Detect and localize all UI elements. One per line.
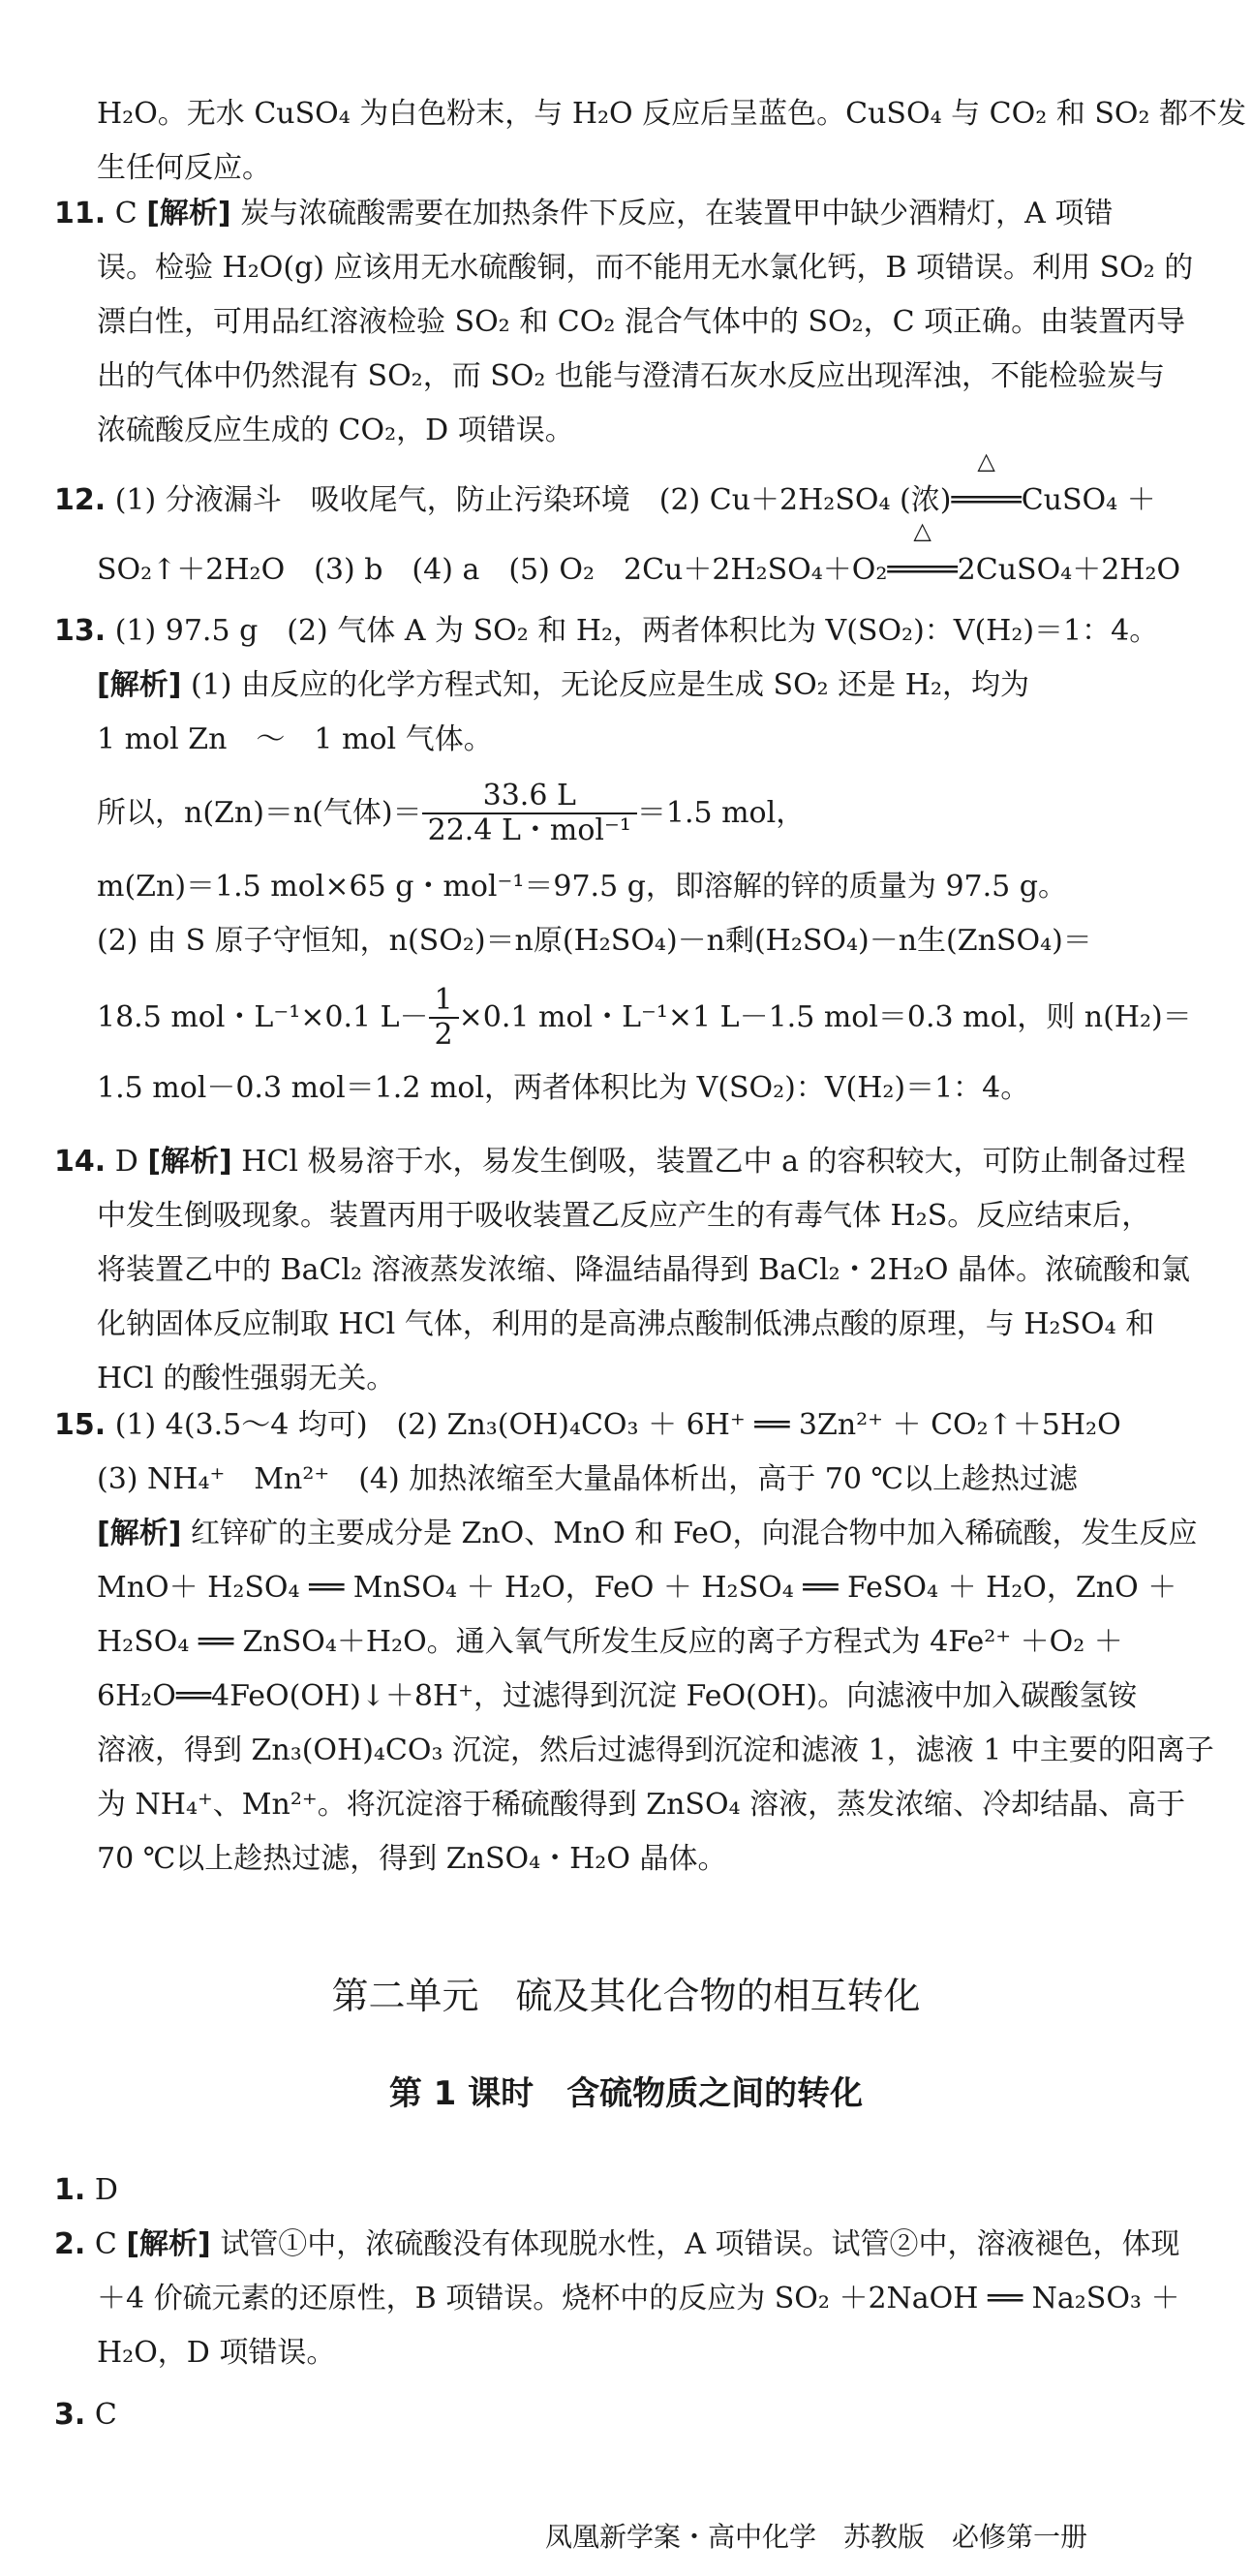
text-line: ＋4 价硫元素的还原性，B 项错误。烧杯中的反应为 SO₂ ＋2NaOH ══ Na₂SO₃ ＋ <box>97 2282 1180 2315</box>
question-15 <box>54 1398 1214 1886</box>
text-line: 1 mol Zn ～ 1 mol 气体。 <box>97 722 493 756</box>
text-line: 1.5 mol－0.3 mol＝1.2 mol，两者体积比为 V(SO₂)：V(H₂)＝1：4。 <box>97 1071 1030 1105</box>
analysis-tag: [解析] <box>97 668 182 702</box>
continuation-block <box>97 87 1246 196</box>
question-number: 3. <box>54 2398 86 2432</box>
text-line: m(Zn)＝1.5 mol×65 g・mol⁻¹＝97.5 g，即溶解的锌的质量为 97.5 g。 <box>97 870 1067 904</box>
analysis-tag: [解析] <box>147 1145 232 1179</box>
numerator: 1 <box>429 984 459 1019</box>
text-line: MnO＋ H₂SO₄ ══ MnSO₄ ＋ H₂O，FeO ＋ H₂SO₄ ══ FeSO₄ ＋ H₂O，ZnO ＋ <box>97 1571 1177 1605</box>
text-line: 生任何反应。 <box>97 151 271 185</box>
answer-letter: C <box>94 2398 117 2432</box>
equals-bar: ══ <box>922 553 958 587</box>
answer-letter: C <box>94 2227 117 2261</box>
text-line: H₂SO₄ ══ ZnSO₄＋H₂O。通入氧气所发生反应的离子方程式为 4Fe²⁺ ＋O₂ ＋ <box>97 1625 1123 1659</box>
lesson-answers <box>54 2163 1180 2442</box>
text-segment: CuSO₄ ＋ <box>1021 483 1156 517</box>
numerator: 33.6 L <box>422 780 637 814</box>
question-number: 15. <box>54 1408 107 1442</box>
text-line: 出的气体中仍然混有 SO₂，而 SO₂ 也能与澄清石灰水反应出现浑浊，不能检验炭与 <box>97 359 1165 393</box>
analysis-tag: [解析] <box>146 197 231 230</box>
footer-book-title: 凤凰新学案・高中化学 苏教版 必修第一册 <box>544 2521 1087 2553</box>
text-line: 溶液，得到 Zn₃(OH)₄CO₃ 沉淀，然后过滤得到沉淀和滤液 1，滤液 1 中主要的阳离子 <box>97 1733 1214 1767</box>
text-line: (1) 由反应的化学方程式知，无论反应是生成 SO₂ 还是 H₂，均为 <box>190 668 1029 702</box>
text-line: 误。检验 H₂O(g) 应该用无水硫酸铜，而不能用无水氯化钙，B 项错误。利用 SO₂ 的 <box>97 251 1194 285</box>
answer-letter: D <box>94 2173 118 2207</box>
text-segment: ×0.1 mol・L⁻¹×1 L－1.5 mol＝0.3 mol，则 n(H₂)＝ <box>458 1000 1192 1034</box>
question-14 <box>54 1135 1190 1406</box>
question-11 <box>54 187 1193 458</box>
answer-letter: C <box>114 197 137 230</box>
text-line: (1) 4(3.5～4 均可) (2) Zn₃(OH)₄CO₃ ＋ 6H⁺ ══ 3Zn²⁺ ＋ CO₂↑＋5H₂O <box>114 1408 1121 1442</box>
equals-bar: ══ <box>986 483 1022 517</box>
text-segment: ＝1.5 mol， <box>636 796 806 830</box>
text-line: 为 NH₄⁺、Mn²⁺。将沉淀溶于稀硫酸得到 ZnSO₄ 溶液，蒸发浓缩、冷却结晶、高于 <box>97 1788 1186 1822</box>
text-line: 试管①中，浓硫酸没有体现脱水性，A 项错误。试管②中，溶液褪色，体现 <box>220 2227 1180 2261</box>
text-line: 炭与浓硫酸需要在加热条件下反应，在装置甲中缺少酒精灯，A 项错 <box>240 197 1114 230</box>
heat-arrow: △ ════ <box>887 517 958 587</box>
fraction <box>429 984 459 1052</box>
text-segment: 2CuSO₄＋2H₂O <box>957 553 1181 587</box>
text-line: 化钠固体反应制取 HCl 气体，利用的是高沸点酸制低沸点酸的原理，与 H₂SO₄ 和 <box>97 1307 1155 1341</box>
text-line: 浓硫酸反应生成的 CO₂，D 项错误。 <box>97 414 574 447</box>
text-line: H₂O。无水 CuSO₄ 为白色粉末，与 H₂O 反应后呈蓝色。CuSO₄ 与 CO₂ 和 SO₂ 都不发 <box>97 97 1247 131</box>
lesson-title: 第 1 课时 含硫物质之间的转化 <box>388 2074 864 2113</box>
heat-arrow: △ ════ <box>951 447 1022 517</box>
heat-triangle-icon: △ <box>977 447 995 475</box>
question-number: 2. <box>54 2227 86 2261</box>
unit-title: 第二单元 硫及其化合物的相互转化 <box>331 1975 921 2017</box>
question-number: 13. <box>54 614 107 648</box>
answer-letter: D <box>114 1145 138 1179</box>
text-line: 6H₂O══4FeO(OH)↓＋8H⁺，过滤得到沉淀 FeO(OH)。向滤液中加入碳酸氢铵 <box>97 1679 1138 1713</box>
text-line: (3) NH₄⁺ Mn²⁺ (4) 加热浓缩至大量晶体析出，高于 70 ℃以上趁热过滤 <box>97 1462 1079 1496</box>
text-segment: 18.5 mol・L⁻¹×0.1 L－ <box>97 1000 429 1034</box>
question-12 <box>54 447 1181 606</box>
denominator: 2 <box>434 1018 453 1052</box>
question-number: 11. <box>54 197 107 230</box>
question-number: 1. <box>54 2173 86 2207</box>
question-13 <box>54 604 1192 1116</box>
text-line: 漂白性，可用品红溶液检验 SO₂ 和 CO₂ 混合气体中的 SO₂，C 项正确。由装置丙导 <box>97 305 1186 339</box>
denominator: 22.4 L・mol⁻¹ <box>427 813 631 847</box>
text-segment: 所以，n(Zn)＝n(气体)＝ <box>97 796 422 830</box>
text-line: (2) 由 S 原子守恒知，n(SO₂)＝n原(H₂SO₄)－n剩(H₂SO₄)－n生(ZnSO₄)＝ <box>97 924 1092 958</box>
fraction <box>422 780 637 847</box>
analysis-tag: [解析] <box>97 1517 182 1550</box>
text-line: 红锌矿的主要成分是 ZnO、MnO 和 FeO，向混合物中加入稀硫酸，发生反应 <box>190 1517 1198 1550</box>
heat-triangle-icon: △ <box>913 517 931 544</box>
text-line: H₂O，D 项错误。 <box>97 2336 336 2370</box>
question-number: 12. <box>54 483 107 517</box>
text-line: 70 ℃以上趁热过滤，得到 ZnSO₄・H₂O 晶体。 <box>97 1842 727 1876</box>
text-segment: (1) 分液漏斗 吸收尾气，防止污染环境 (2) Cu＋2H₂SO₄ (浓) <box>114 483 952 517</box>
text-segment: SO₂↑＋2H₂O (3) b (4) a (5) O₂ 2Cu＋2H₂SO₄＋O₂ <box>97 553 888 587</box>
question-number: 14. <box>54 1145 107 1179</box>
text-line: 将装置乙中的 BaCl₂ 溶液蒸发浓缩、降温结晶得到 BaCl₂・2H₂O 晶体。浓硫酸和氯 <box>97 1253 1191 1287</box>
text-line: 中发生倒吸现象。装置丙用于吸收装置乙反应产生的有毒气体 H₂S。反应结束后， <box>97 1199 1151 1233</box>
analysis-tag: [解析] <box>126 2227 211 2261</box>
text-line: HCl 极易溶于水，易发生倒吸，装置乙中 a 的容积较大，可防止制备过程 <box>241 1145 1186 1179</box>
text-line: HCl 的酸性强弱无关。 <box>97 1362 396 1395</box>
text-line: (1) 97.5 g (2) 气体 A 为 SO₂ 和 H₂，两者体积比为 V(SO₂)：V(H₂)＝1：4。 <box>114 614 1159 648</box>
